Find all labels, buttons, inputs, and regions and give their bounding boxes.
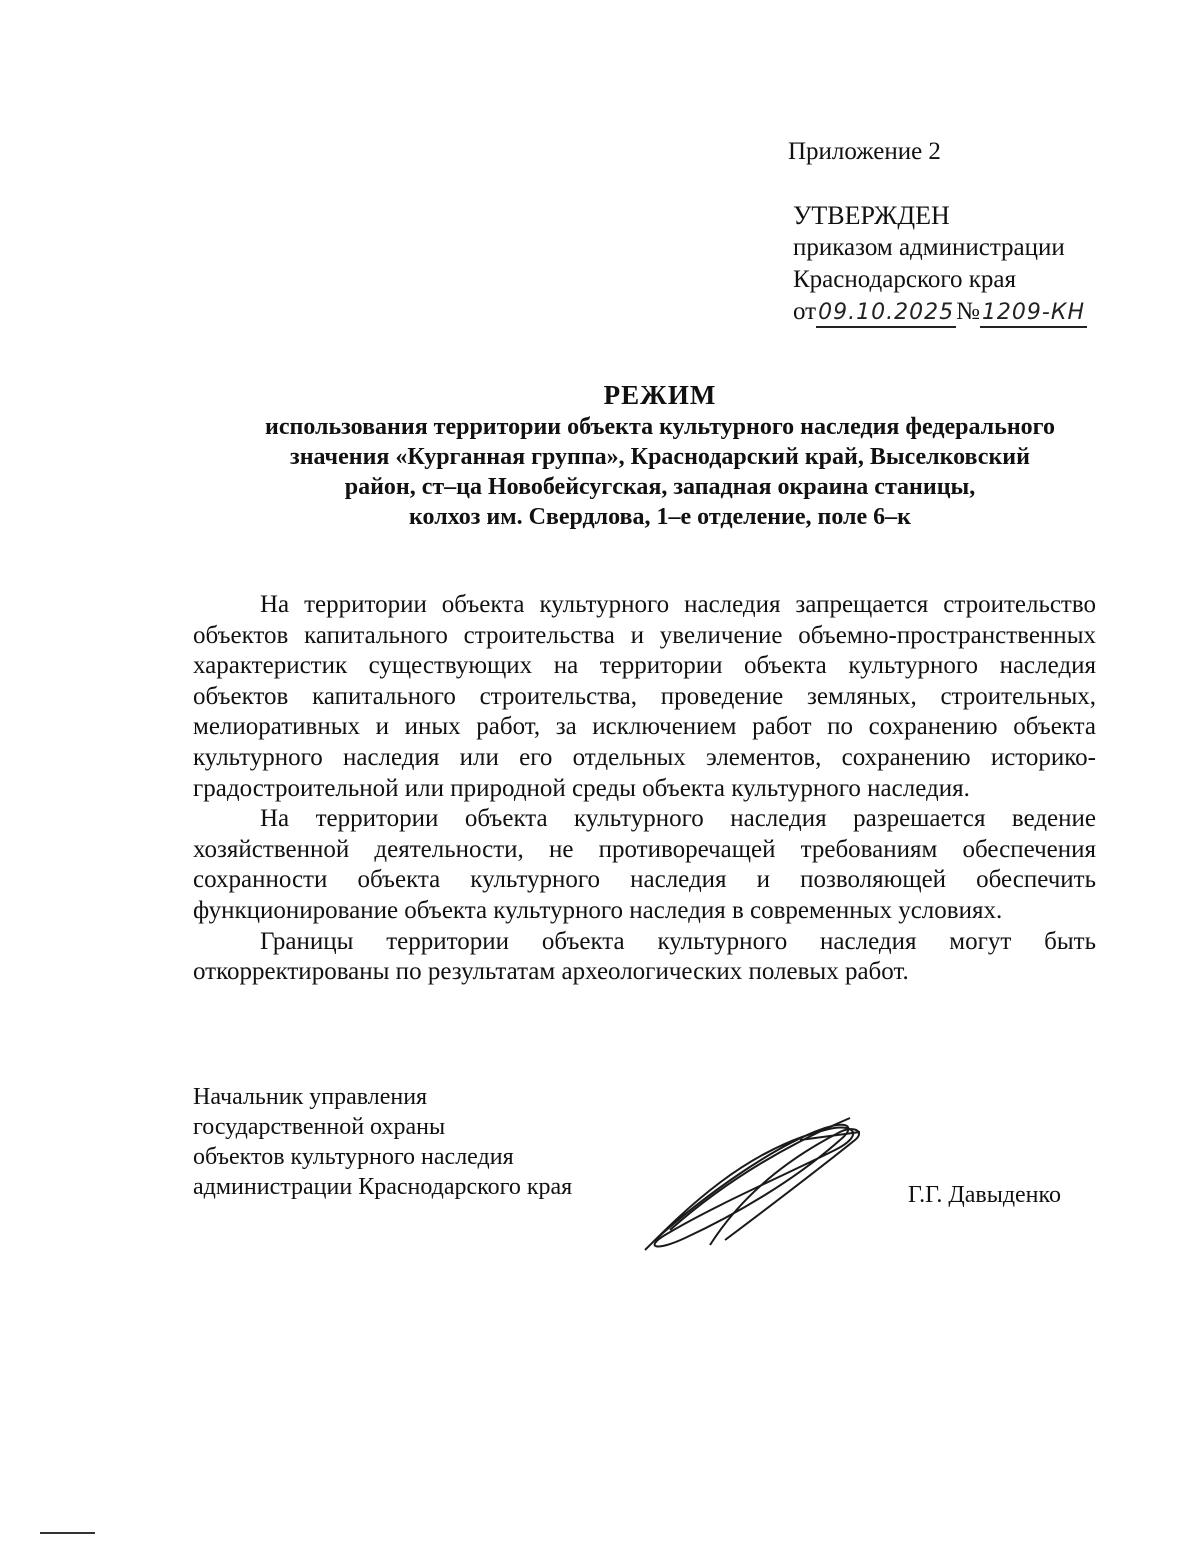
handwritten-signature [625, 1110, 875, 1260]
scan-mark [40, 1532, 95, 1534]
position-line: Начальник управления [193, 1084, 428, 1110]
body-paragraph: На территории объекта культурного наследия разрешается ведение хозяйственной деятельности, не противоречащей требованиям обеспечения сохранности объекта культурного наследия и позволяющей обеспечить функционирование объекта культурного наследия в современных условиях. [193, 805, 1096, 924]
position-line: администрации Краснодарского края [193, 1174, 573, 1200]
title-line: колхоз им. Свердлова, 1–е отделение, поле 6–к [409, 504, 911, 530]
signatory-name: Г.Г. Давыденко [908, 1182, 1061, 1208]
title-line: использования территории объекта культурного наследия федерального [265, 414, 1055, 440]
signatory-position [193, 1082, 572, 1202]
position-line: объектов культурного наследия [193, 1144, 514, 1170]
position-line: государственной охраны [193, 1114, 446, 1140]
approved-by-line-2: Краснодарского края [793, 266, 1016, 293]
order-date-line [793, 296, 1087, 328]
date-prefix: от [793, 298, 817, 325]
document-title [180, 380, 1140, 532]
title-line: значения «Курганная группа», Краснодарский край, Выселковский [290, 444, 1030, 470]
title-line: район, ст–ца Новобейсугская, западная окраина станицы, [344, 474, 976, 500]
appendix-label: Приложение 2 [788, 138, 941, 165]
approval-block [793, 200, 1087, 328]
title-main: РЕЖИМ [603, 380, 717, 410]
document-body [193, 590, 1096, 988]
approved-heading: УТВЕРЖДЕН [793, 201, 950, 230]
order-number: 1209-КН [980, 300, 1087, 328]
approved-by-line-1: приказом администрации [793, 234, 1065, 261]
body-paragraph: Границы территории объекта культурного наследия могут быть откорректированы по результатам археологических полевых работ. [193, 927, 1096, 986]
order-date: 09.10.2025 [816, 300, 956, 328]
number-prefix: № [956, 298, 980, 325]
body-paragraph: На территории объекта культурного наследия запрещается строительство объектов капитального строительства и увеличение объемно-пространственных характеристик существующих на территории объекта культурного наследия объектов капитального строительства, проведение земляных, строительных, мелиоративных и иных работ, за исключением работ по сохранению объекта культурного наследия или его отдельных элементов, сохранению историко-градостроительной или природной среды объекта культурного наследия. [193, 591, 1096, 802]
